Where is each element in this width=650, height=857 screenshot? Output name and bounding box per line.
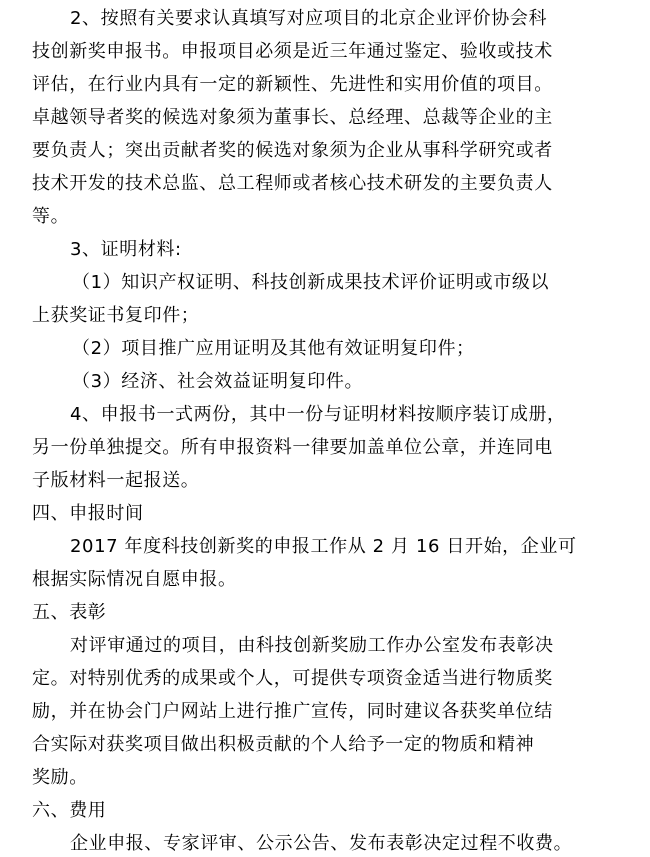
item4-line-1: 4、申报书一式两份，其中一份与证明材料按顺序装订成册， xyxy=(70,404,566,425)
section5-body-line-2: 定。对特别优秀的成果或个人，可提供专项资金适当进行物质奖 xyxy=(32,668,553,689)
section4-heading: 四、申报时间 xyxy=(32,503,144,524)
item2-line-1: 2、按照有关要求认真填写对应项目的北京企业评价协会科 xyxy=(70,8,548,29)
section4-body-line-1: 2017 年度科技创新奖的申报工作从 2 月 16 日开始，企业可 xyxy=(70,536,577,557)
section6-body: 企业申报、专家评审、公示公告、发布表彰决定过程不收费。 xyxy=(70,833,573,854)
section5-body-line-4: 合实际对获奖项目做出积极贡献的个人给予一定的物质和精神 xyxy=(32,734,535,755)
item2-line-2: 技创新奖申报书。申报项目必须是近三年通过鉴定、验收或技术 xyxy=(32,41,553,62)
item3-sub1-line-1: （1）知识产权证明、科技创新成果技术评价证明或市级以 xyxy=(72,272,550,293)
item2-line-7: 等。 xyxy=(32,206,70,227)
item3-heading: 3、证明材料: xyxy=(70,239,182,260)
item3-sub3: （3）经济、社会效益证明复印件。 xyxy=(72,371,364,392)
section5-body-line-1: 对评审通过的项目，由科技创新奖励工作办公室发布表彰决 xyxy=(70,635,554,656)
item2-line-5: 要负责人；突出贡献者奖的候选对象须为企业从事科学研究或者 xyxy=(32,140,553,161)
item4-line-3: 子版材料一起报送。 xyxy=(32,470,200,491)
item2-line-4: 卓越领导者奖的候选对象须为董事长、总经理、总裁等企业的主 xyxy=(32,107,553,128)
section5-heading: 五、表彰 xyxy=(32,602,107,623)
item3-sub1-line-2: 上获奖证书复印件； xyxy=(32,305,200,326)
item2-line-6: 技术开发的技术总监、总工程师或者核心技术研发的主要负责人 xyxy=(32,173,553,194)
item2-line-3: 评估，在行业内具有一定的新颖性、先进性和实用价值的项目。 xyxy=(32,74,553,95)
section5-body-line-3: 励，并在协会门户网站上进行推广宣传，同时建议各获奖单位结 xyxy=(32,701,553,722)
item3-sub2: （2）项目推广应用证明及其他有效证明复印件； xyxy=(72,338,475,359)
item4-line-2: 另一份单独提交。所有申报资料一律要加盖单位公章，并连同电 xyxy=(32,437,553,458)
section5-body-line-5: 奖励。 xyxy=(32,767,88,788)
section6-heading: 六、费用 xyxy=(32,800,107,821)
section4-body-line-2: 根据实际情况自愿申报。 xyxy=(32,569,237,590)
